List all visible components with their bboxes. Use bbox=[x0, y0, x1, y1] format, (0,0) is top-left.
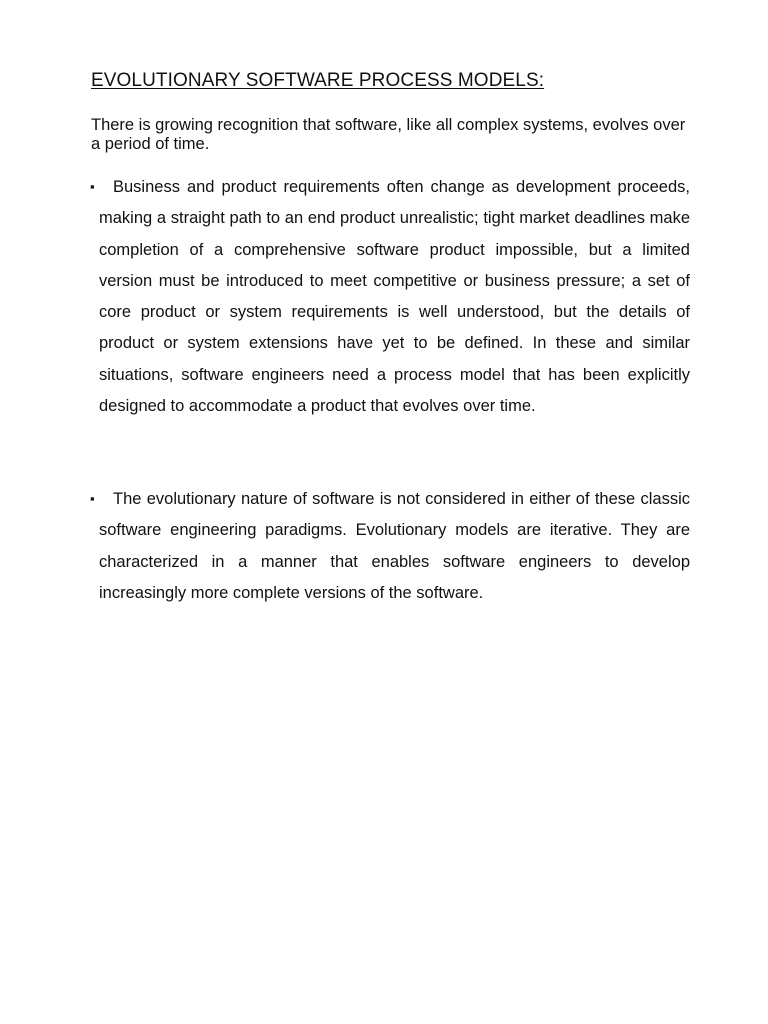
list-item-text: Business and product requirements often change as development proceeds, making a straight path to an end product unrealistic; tight market deadlines make completion of a comprehensive software product impossible, but a limited version must be introduced to meet competitive or business pressure; a set of core product or system requirements is well understood, but the details of product or system extensions have yet to be defined. In these and similar situations, software engineers need a process model that has been explicitly designed to accommodate a product that evolves over time. bbox=[99, 178, 690, 415]
list-item-text: The evolutionary nature of software is not considered in either of these classic software engineering paradigms. Evolutionary models are iterative. They are characterized in a manner that enables software engineers to develop increasingly more complete versions of the software. bbox=[99, 490, 690, 602]
bullet-icon: ▪ bbox=[90, 491, 95, 506]
list-item bbox=[90, 172, 690, 422]
bullet-icon: ▪ bbox=[90, 179, 95, 194]
page-title: EVOLUTIONARY SOFTWARE PROCESS MODELS: bbox=[91, 70, 545, 91]
intro-paragraph: There is growing recognition that software, like all complex systems, evolves over a period of time. bbox=[91, 116, 686, 153]
list-item bbox=[90, 484, 690, 609]
